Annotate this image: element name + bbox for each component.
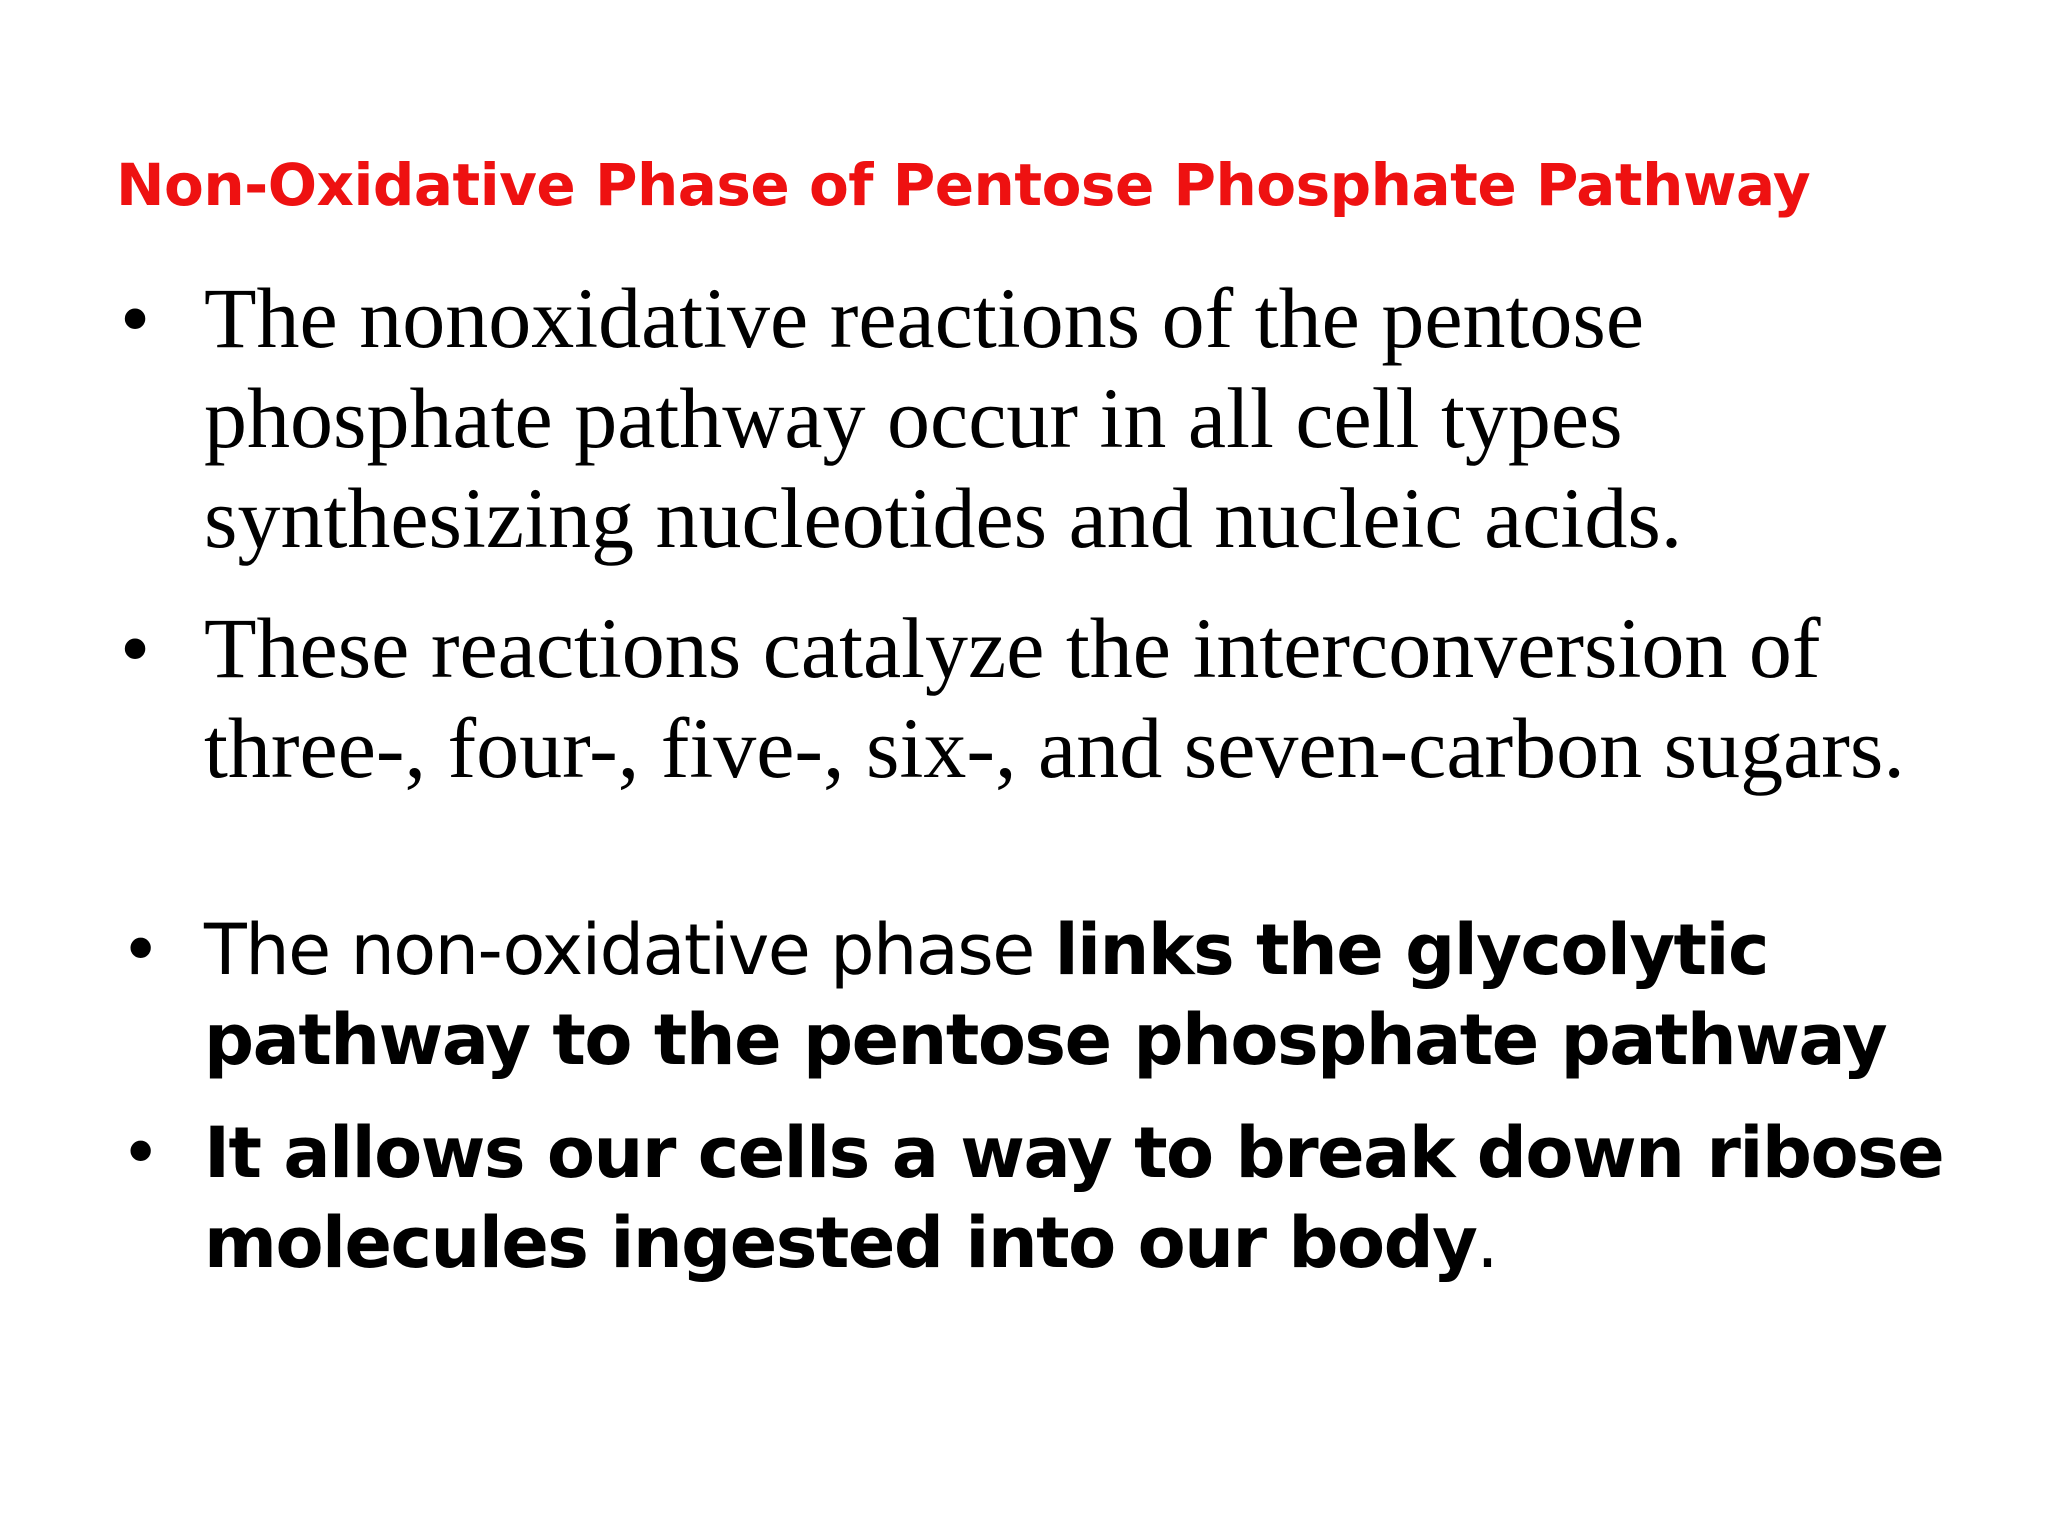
bullet-icon: • (120, 1112, 160, 1194)
bullet-icon: • (120, 600, 151, 696)
bullet-text-2: These reactions catalyze the interconversion of three-, four-, five-, six-, and seven-carbon sugars. (204, 600, 1905, 796)
bullet-icon: • (120, 909, 160, 991)
bullet-text-4-bold: It allows our cells a way to break down ribose molecules ingested into our body (204, 1112, 1944, 1284)
bullet-text-3-normal: The non-oxidative phase (204, 909, 1055, 991)
bullet-item-3 (120, 905, 1960, 1085)
bullet-item-2 (120, 598, 1960, 798)
bullet-item-1 (120, 268, 1960, 568)
bullet-text-3-bold: links the glycolytic pathway to the pentose phosphate pathway (204, 909, 1887, 1081)
slide-title: Non-Oxidative Phase of Pentose Phosphate Pathway (116, 151, 1811, 219)
bullet-icon: • (120, 270, 151, 366)
bullet-text-4 (204, 1108, 1960, 1288)
bullet-text-1: The nonoxidative reactions of the pentose phosphate pathway occur in all cell types synthesizing nucleotides and nucleic acids. (204, 270, 1683, 566)
bullet-item-4 (120, 1108, 1960, 1288)
bullet-text-4-normal: . (1476, 1202, 1498, 1284)
bullet-text-3 (204, 905, 1960, 1085)
